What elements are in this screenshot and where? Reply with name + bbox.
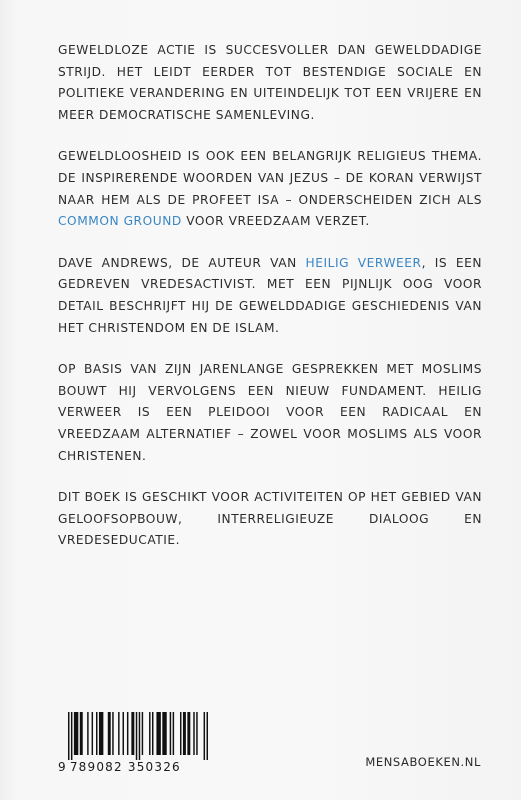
isbn-digits: 789082 350326: [69, 760, 181, 774]
barcode-bar: [96, 712, 97, 755]
barcode-bar: [196, 712, 197, 755]
barcode-bar: [99, 712, 103, 755]
blurb-text: [58, 40, 482, 572]
text-segment: GEWELDLOOSHEID IS OOK EEN BELANGRIJK RELIGIEUS THEMA. DE INSPIRERENDE WOORDEN VAN JEZUS – DE KORAN VERWIJST NAAR HEM ALS DE PROFEET ISA – ONDERSCHEIDEN ZICH ALS: [58, 149, 482, 207]
barcode-bar: [108, 712, 111, 755]
barcode-bar: [149, 712, 150, 755]
text-segment: , IS EEN GEDREVEN VREDESACTIVIST. MET EEN PIJNLIJK OOG VOOR DETAIL BESCHRIJFT HIJ DE GEWELDDADIGE GESCHIEDENIS VAN HET CHRISTENDOM EN DE ISLAM.: [58, 255, 483, 335]
barcode-bar: [183, 712, 186, 755]
barcode-bar: [123, 712, 124, 755]
barcode-bar: [193, 712, 194, 755]
barcode-bar: [180, 712, 181, 755]
isbn-lead-digit: 9: [58, 760, 67, 774]
barcode-bar: [87, 712, 88, 755]
barcode-bar: [68, 712, 69, 760]
barcode-bar: [136, 712, 137, 760]
barcode-bar: [173, 712, 174, 755]
barcode-bar: [204, 712, 205, 760]
paragraph-2: [58, 146, 482, 232]
barcode-bar: [127, 712, 128, 755]
barcode-bar: [131, 712, 134, 755]
paragraph-3: [58, 253, 482, 339]
paragraph-5: [58, 487, 482, 552]
text-segment: GEWELDLOZE ACTIE IS SUCCESVOLLER DAN GEWELDDADIGE STRIJD. HET LEIDT EERDER TOT BESTENDIGE SOCIALE EN POLITIEKE VERANDERING EN UITEINDELIJK TOT EEN VRIJERE EN MEER DEMOCRATISCHE SAMENLEVING.: [58, 43, 482, 122]
isbn-number: [58, 760, 210, 774]
text-segment: VOOR VREEDZAAM VERZET.: [181, 214, 370, 229]
barcode-bar: [74, 712, 78, 755]
isbn-barcode: [58, 712, 210, 772]
barcode-bar: [142, 712, 143, 755]
highlighted-phrase: COMMON GROUND: [58, 214, 182, 229]
barcode-bar: [162, 712, 166, 755]
barcode-bar: [170, 712, 171, 755]
barcode-bar: [152, 712, 153, 755]
publisher-url: MENSABOEKEN.NL: [365, 755, 481, 769]
paragraph-1: [58, 40, 482, 126]
barcode-bar: [187, 712, 190, 755]
barcode-bar: [112, 712, 113, 755]
barcode-bar: [139, 712, 140, 760]
barcode-bar: [80, 712, 83, 755]
highlighted-phrase: HEILIG VERWEER: [305, 255, 422, 270]
barcode-bar: [207, 712, 208, 760]
barcode-bar: [92, 712, 93, 755]
text-segment: DAVE ANDREWS, DE AUTEUR VAN: [58, 255, 306, 270]
barcode-bar: [118, 712, 119, 755]
barcode-bar: [156, 712, 160, 755]
text-segment: OP BASIS VAN ZIJN JARENLANGE GESPREKKEN MET MOSLIMS BOUWT HIJ VERVOLGENS EEN NIEUW FUNDAMENT. HEILIG VERWEER IS EEN PLEIDOOI VOOR EEN RADICAAL EN VREEDZAAM ALTERNATIEF – ZOWEL VOOR MOSLIMS ALS VOOR CHRISTENEN.: [58, 362, 482, 463]
paragraph-4: [58, 359, 482, 467]
text-segment: DIT BOEK IS GESCHIKT VOOR ACTIVITEITEN OP HET GEBIED VAN GELOOFSOPBOUW, INTERRELIGIEUZE DIALOOG EN VREDESEDUCATIE.: [58, 490, 482, 548]
barcode-bar: [71, 712, 72, 760]
barcode-bars: [58, 712, 210, 760]
